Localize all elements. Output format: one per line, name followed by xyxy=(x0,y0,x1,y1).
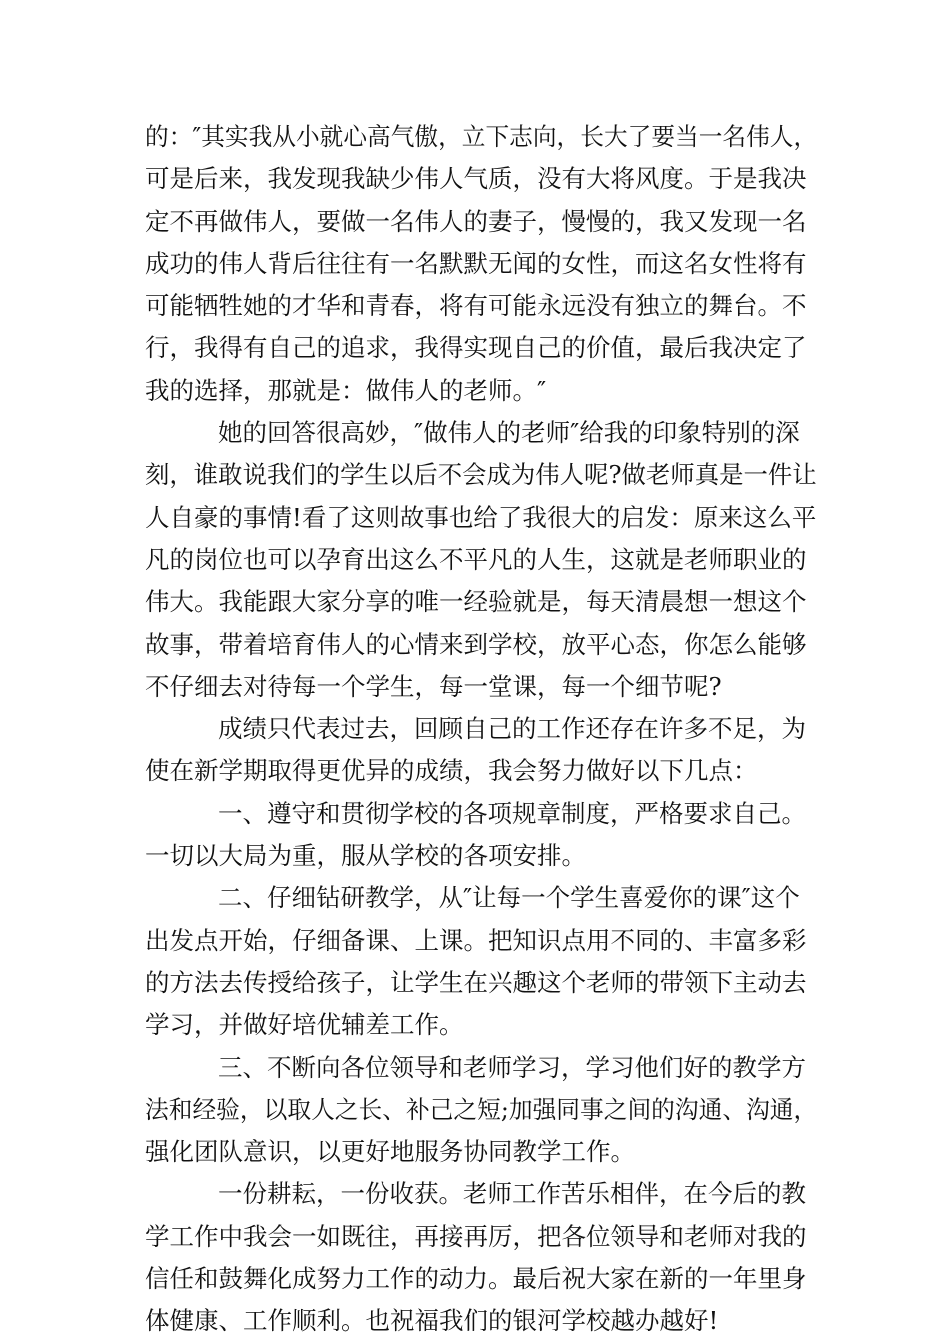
text-line: 二、仔细钻研教学，从″让每一个学生喜爱你的课″这个 xyxy=(218,883,800,913)
text-line: 使在新学期取得更优异的成绩，我会努力做好以下几点： xyxy=(145,756,758,786)
text-line: 人自豪的事情!看了这则故事也给了我很大的启发：原来这么平 xyxy=(145,502,817,532)
text-line: 出发点开始，仔细备课、上课。把知识点用不同的、丰富多彩 xyxy=(145,925,807,955)
text-line: 凡的岗位也可以孕育出这么不平凡的人生，这就是老师职业的 xyxy=(145,544,807,574)
text-line: 学工作中我会一如既往，再接再厉，把各位领导和老师对我的 xyxy=(145,1221,807,1251)
text-line: 一份耕耘，一份收获。老师工作苦乐相伴，在今后的教 xyxy=(218,1179,806,1209)
text-line: 刻，谁敢说我们的学生以后不会成为伟人呢?做老师真是一件让 xyxy=(145,460,817,490)
text-line: 行，我得有自己的追求，我得实现自己的价值，最后我决定了 xyxy=(145,333,807,363)
text-line: 强化团队意识，以更好地服务协同教学工作。 xyxy=(145,1137,635,1167)
text-line: 伟大。我能跟大家分享的唯一经验就是，每天清晨想一想这个 xyxy=(145,587,807,617)
text-line: 法和经验，以取人之长、补己之短;加强同事之间的沟通、沟通， xyxy=(145,1094,818,1124)
text-line: 一切以大局为重，服从学校的各项安排。 xyxy=(145,841,586,871)
text-line: 成功的伟人背后往往有一名默默无闻的女性，而这名女性将有 xyxy=(145,248,807,278)
text-line: 成绩只代表过去，回顾自己的工作还存在许多不足，为 xyxy=(218,714,806,744)
document-body xyxy=(145,116,817,1343)
text-line: 可能牺牲她的才华和青春，将有可能永远没有独立的舞台。不 xyxy=(145,291,807,321)
text-line: 不仔细去对待每一个学生，每一堂课，每一个细节呢? xyxy=(145,671,722,701)
text-line: 体健康、工作顺利。也祝福我们的银河学校越办越好! xyxy=(145,1306,719,1336)
text-line: 定不再做伟人，要做一名伟人的妻子，慢慢的，我又发现一名 xyxy=(145,206,807,236)
text-line: 故事，带着培育伟人的心情来到学校，放平心态，你怎么能够 xyxy=(145,629,807,659)
text-line: 她的回答很高妙，″做伟人的老师″给我的印象特别的深 xyxy=(218,418,800,448)
text-line: 三、不断向各位领导和老师学习，学习他们好的教学方 xyxy=(218,1052,806,1082)
text-line: 一、遵守和贯彻学校的各项规章制度，严格要求自己。 xyxy=(218,798,806,828)
text-line: 学习，并做好培优辅差工作。 xyxy=(145,1010,464,1040)
text-line: 的方法去传授给孩子，让学生在兴趣这个老师的带领下主动去 xyxy=(145,967,807,997)
text-line: 我的选择，那就是：做伟人的老师。″ xyxy=(145,375,547,405)
text-line: 信任和鼓舞化成努力工作的动力。最后祝大家在新的一年里身 xyxy=(145,1264,807,1294)
text-line: 的：″其实我从小就心高气傲，立下志向，长大了要当一名伟人， xyxy=(145,122,818,151)
text-line: 可是后来，我发现我缺少伟人气质，没有大将风度。于是我决 xyxy=(145,164,807,194)
